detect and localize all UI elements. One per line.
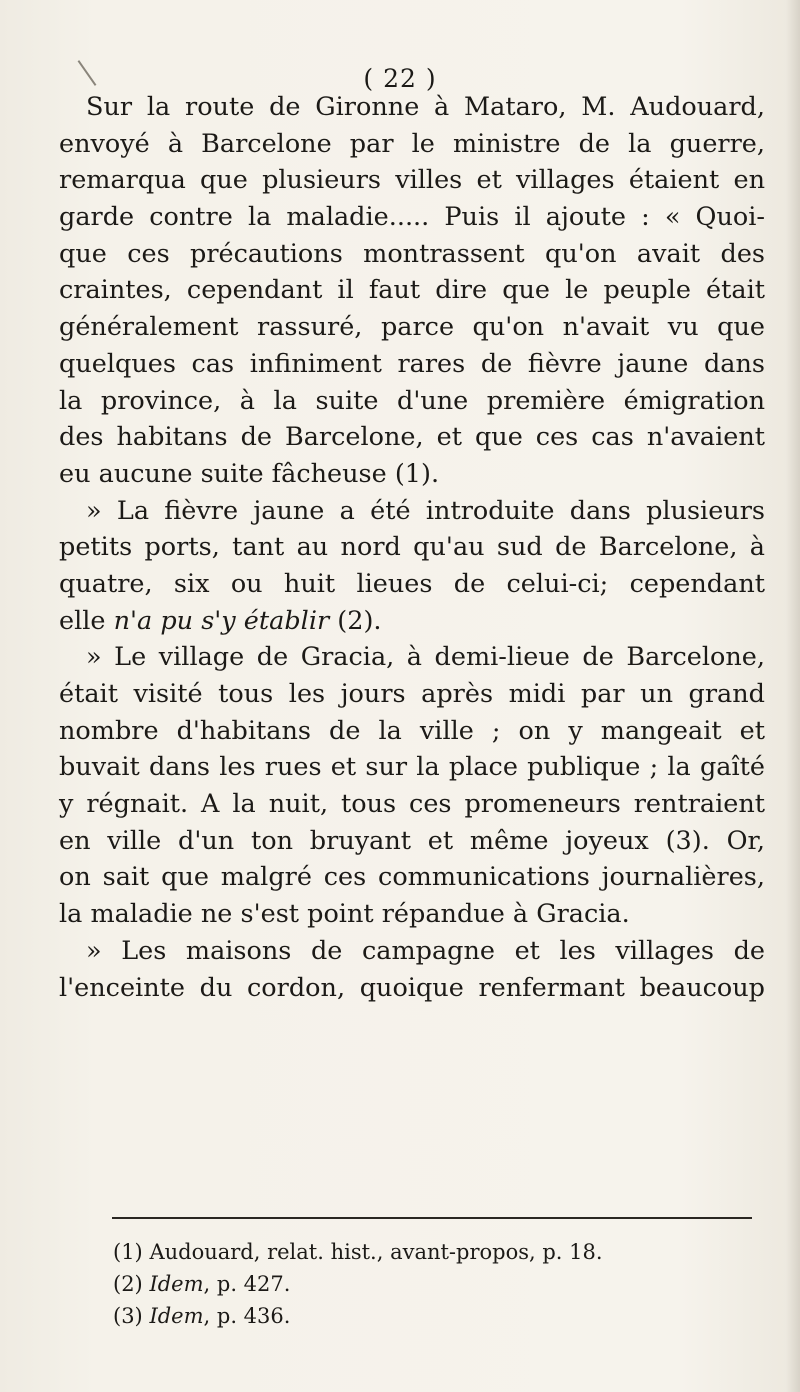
footnote-text: Audouard, relat. hist., avant-propos, p. 18. [149, 1240, 603, 1264]
footnote-idem: Idem [149, 1304, 204, 1328]
text-line: la maladie ne s'est point répandue à Gracia. [59, 899, 630, 930]
body-text [59, 89, 765, 1006]
text-line: buvait dans les rues et sur la place publique ; la gaîté [59, 752, 765, 783]
text-line: » La fièvre jaune a été introduite dans plusieurs [86, 495, 765, 526]
text-line: nombre d'habitans de la ville ; on y mangeait et [59, 715, 765, 746]
text-line: quatre, six ou huit lieues de celui-ci; cependant [59, 568, 765, 599]
text-line: la province, à la suite d'une première émigration [59, 385, 765, 416]
footnote [113, 1300, 733, 1332]
text-line: quelques cas infiniment rares de fièvre jaune dans [59, 348, 765, 379]
text-line: eu aucune suite fâcheuse (1). [59, 458, 440, 489]
page-edge-shadow [786, 0, 800, 1392]
footnote-text: , p. 427. [203, 1272, 291, 1296]
footnotes [113, 1236, 733, 1332]
text-line: généralement rassuré, parce qu'on n'avait vu que [59, 312, 765, 343]
text-line: y régnait. A la nuit, tous ces promeneurs rentraient [59, 789, 765, 820]
page-number: ( 22 ) [363, 64, 437, 93]
text-line [59, 603, 765, 640]
text-line: petits ports, tant au nord qu'au sud de Barcelone, à [59, 532, 765, 563]
text-line: était visité tous les jours après midi par un grand [59, 679, 765, 709]
footnote [113, 1268, 733, 1300]
footnote-number: (3) [113, 1304, 143, 1328]
text-line: des habitans de Barcelone, et que ces cas n'avaient [59, 422, 765, 453]
text-line: » Le village de Gracia, à demi-lieue de Barcelone, [86, 642, 765, 673]
text-line: remarqua que plusieurs villes et villages étaient en [59, 165, 765, 196]
text-line: garde contre la maladie..... Puis il ajoute : « Quoi- [59, 202, 765, 233]
text-line: envoyé à Barcelone par le ministre de la guerre, [59, 128, 765, 159]
text-line: on sait que malgré ces communications journalières, [59, 862, 765, 893]
text-line: l'enceinte du cordon, quoique renfermant beaucoup [59, 972, 765, 1003]
text-line: que ces précautions montrassent qu'on avait des [59, 238, 765, 269]
text-line: Sur la route de Gironne à Mataro, M. Audouard, [86, 92, 765, 122]
footnote [113, 1236, 733, 1268]
footnote-divider [112, 1217, 752, 1219]
italic-phrase: n'a pu s'y établir [113, 605, 330, 636]
footnote-text: , p. 436. [203, 1304, 291, 1328]
text-line: » Les maisons de campagne et les villages de [86, 935, 765, 966]
footnote-ref: (2). [329, 605, 382, 636]
text-run: elle [59, 605, 114, 636]
footnote-number: (2) [113, 1272, 143, 1296]
footnote-number: (1) [113, 1240, 143, 1264]
text-line: craintes, cependant il faut dire que le peuple était [59, 275, 765, 306]
footnote-idem: Idem [149, 1272, 204, 1296]
text-line: en ville d'un ton bruyant et même joyeux (3). Or, [59, 825, 765, 856]
